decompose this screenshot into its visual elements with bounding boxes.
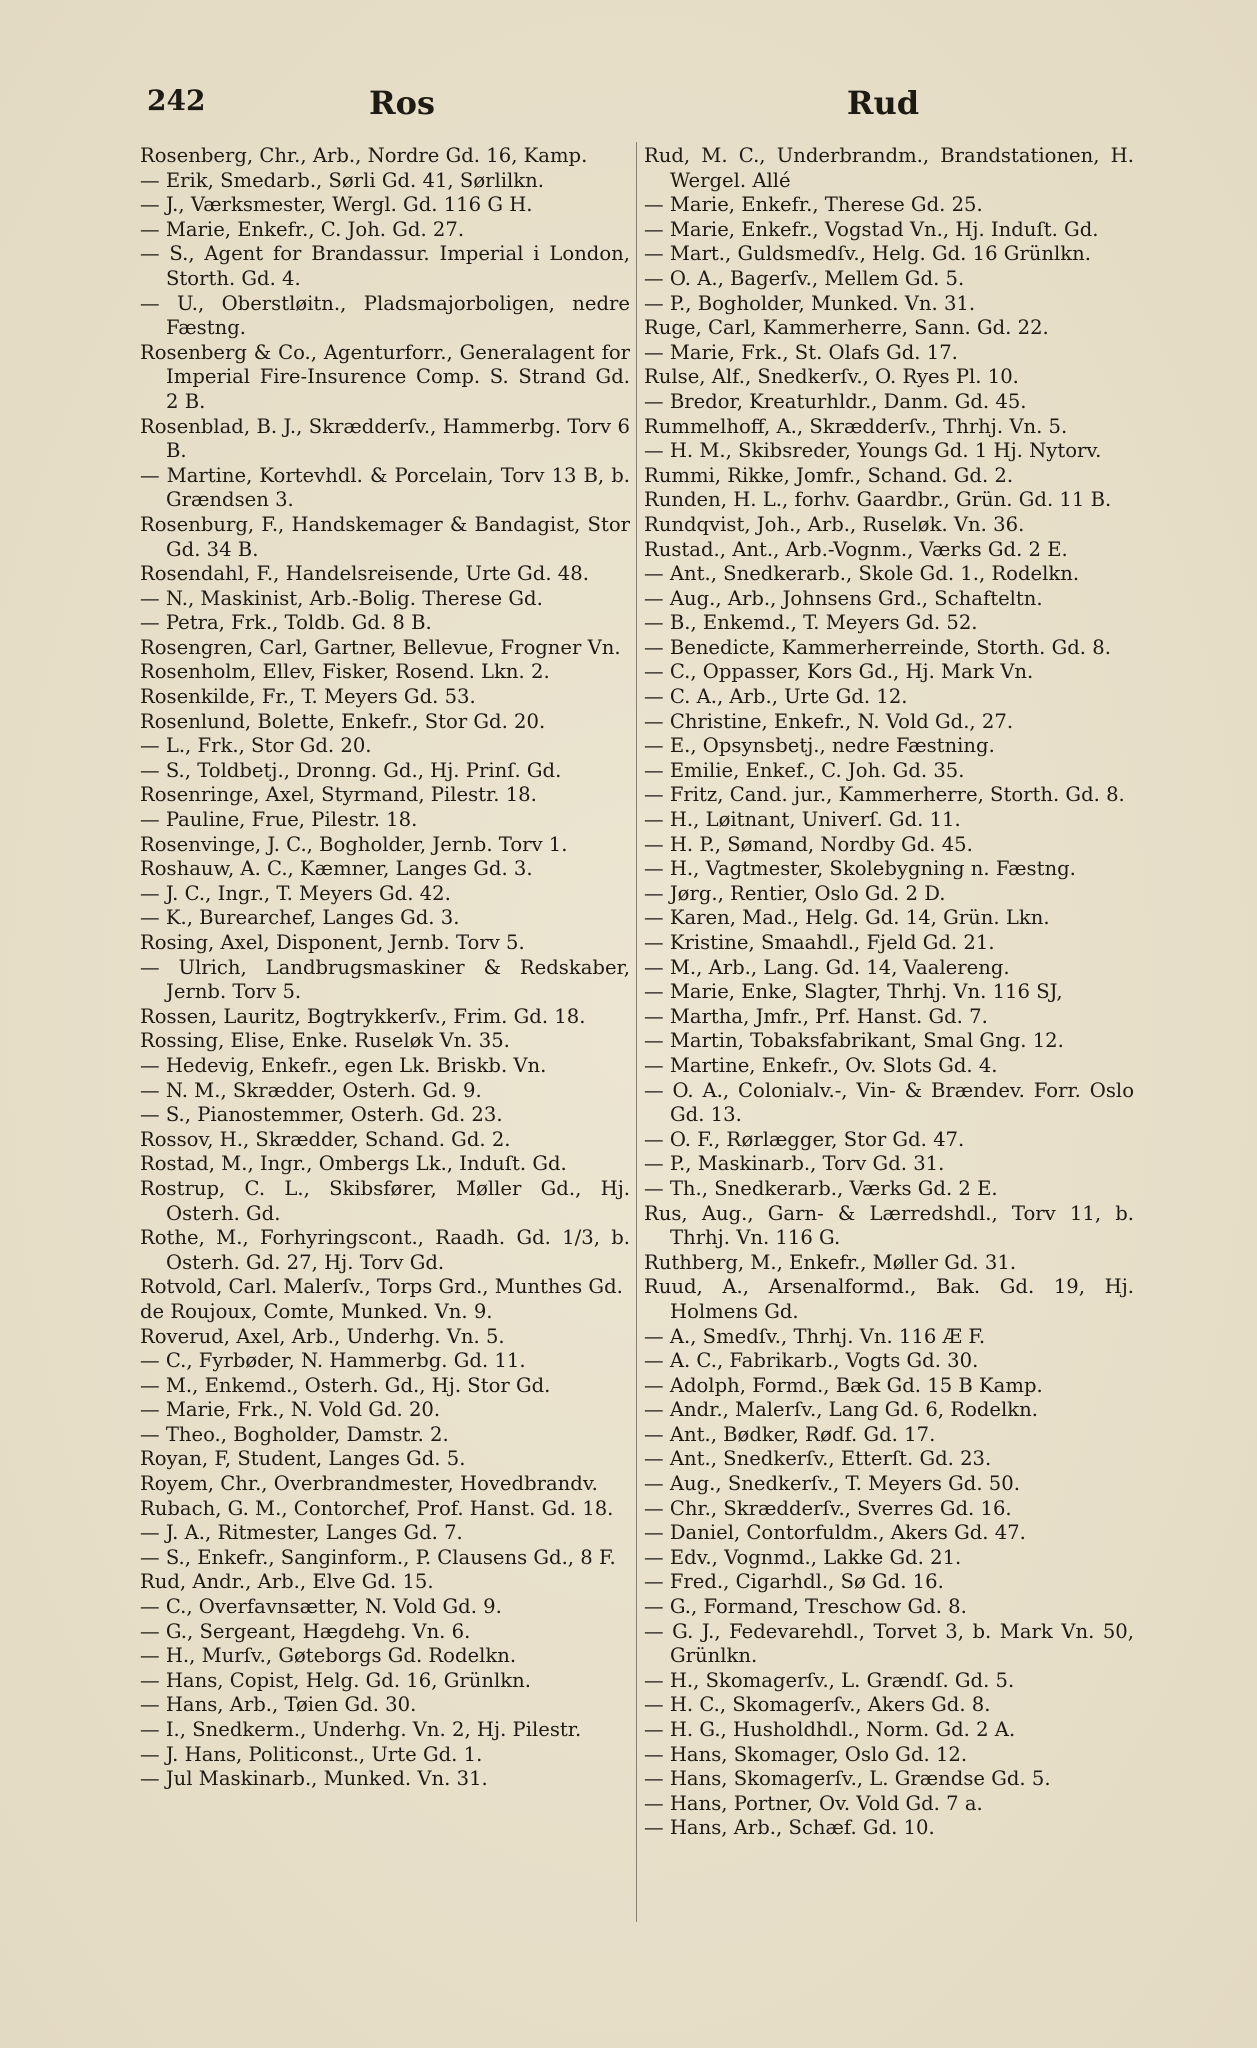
directory-entry: — H. M., Skibsreder, Youngs Gd. 1 Hj. Nytorv.	[644, 439, 1102, 463]
directory-entry: Rustad., Ant., Arb.-Vognm., Værks Gd. 2 E.	[644, 537, 1068, 561]
directory-entry: Rubach, G. M., Contorchef, Prof. Hanst. Gd. 18.	[140, 1496, 614, 1520]
directory-entry: — S., Toldbetj., Dronng. Gd., Hj. Prinſ. Gd.	[140, 758, 562, 782]
directory-entry: — H. C., Skomagerſv., Akers Gd. 8.	[644, 1693, 991, 1717]
directory-entry: Rosenringe, Axel, Styrmand, Pilestr. 18.	[140, 783, 537, 807]
directory-entry: Ruthberg, M., Enkefr., Møller Gd. 31.	[644, 1250, 1017, 1274]
directory-entry: — Aug., Arb., Johnsens Grd., Schafteltn.	[644, 586, 1043, 610]
directory-entry: — M., Enkemd., Osterh. Gd., Hj. Stor Gd.	[140, 1373, 551, 1397]
directory-entry: — Aug., Snedkerſv., T. Meyers Gd. 50.	[644, 1472, 1020, 1496]
directory-entry: — Pauline, Frue, Pilestr. 18.	[140, 808, 418, 832]
directory-entry: Rosenburg, F., Handskemager & Bandagist, Stor Gd. 34 B.	[140, 512, 630, 561]
directory-entry: — L., Frk., Stor Gd. 20.	[140, 734, 372, 758]
directory-entry: — O. A., Colonialv.-, Vin- & Brændev. Forr. Oslo Gd. 13.	[644, 1078, 1134, 1127]
directory-entry: — Edv., Vognmd., Lakke Gd. 21.	[644, 1545, 962, 1569]
directory-entry: — Adolph, Formd., Bæk Gd. 15 B Kamp.	[644, 1373, 1043, 1397]
directory-entry: — M., Arb., Lang. Gd. 14, Vaalereng.	[644, 955, 1010, 979]
directory-entry: — N. M., Skrædder, Osterh. Gd. 9.	[140, 1078, 482, 1102]
directory-entry: Rulse, Alf., Snedkerſv., O. Ryes Pl. 10.	[644, 365, 1019, 389]
directory-entry: — Petra, Frk., Toldb. Gd. 8 B.	[140, 611, 432, 635]
directory-entry: Rud, Andr., Arb., Elve Gd. 15.	[140, 1570, 434, 1594]
directory-entry: Ruge, Carl, Kammerherre, Sann. Gd. 22.	[644, 316, 1049, 340]
directory-entry: — Daniel, Contorfuldm., Akers Gd. 47.	[644, 1521, 1026, 1545]
directory-entry: — Fritz, Cand. jur., Kammerherre, Storth. Gd. 8.	[644, 783, 1125, 807]
directory-entry: — P., Bogholder, Munked. Vn. 31.	[644, 291, 976, 315]
directory-entry: — Kristine, Smaahdl., Fjeld Gd. 21.	[644, 931, 995, 954]
directory-entry: — I., Snedkerm., Underhg. Vn. 2, Hj. Pilestr.	[140, 1718, 582, 1741]
directory-entry: — Emilie, Enkef., C. Joh. Gd. 35.	[644, 758, 965, 782]
directory-entry: Runden, H. L., forhv. Gaardbr., Grün. Gd. 11 B.	[644, 488, 1112, 512]
right-guide-word: Rud	[846, 84, 920, 122]
directory-entry: Rosenkilde, Fr., T. Meyers Gd. 53.	[140, 685, 476, 709]
directory-entry: Rothe, M., Forhyringscont., Raadh. Gd. 1/3, b. Osterh. Gd. 27, Hj. Torv Gd.	[140, 1226, 630, 1274]
directory-entry: — Bredor, Kreaturhldr., Danm. Gd. 45.	[644, 389, 1027, 413]
directory-entry: Ruud, A., Arsenalformd., Bak. Gd. 19, Hj. Holmens Gd.	[644, 1275, 1134, 1323]
directory-entry: — Andr., Malerſv., Lang Gd. 6, Rodelkn.	[644, 1398, 1039, 1422]
directory-entry: — Martha, Jmfr., Prf. Hanst. Gd. 7.	[644, 1004, 988, 1028]
directory-entry: — A. C., Fabrikarb., Vogts Gd. 30.	[644, 1349, 979, 1373]
directory-entry: — H., Vagtmester, Skolebygning n. Fæstng.	[644, 857, 1076, 881]
directory-entry: — H. G., Husholdhdl., Norm. Gd. 2 A.	[644, 1718, 1016, 1741]
directory-entry: — C. A., Arb., Urte Gd. 12.	[644, 685, 908, 709]
directory-entry: — Jørg., Rentier, Oslo Gd. 2 D.	[644, 881, 946, 905]
directory-entry: — J. A., Ritmester, Langes Gd. 7.	[140, 1521, 463, 1545]
directory-entry: — Hans, Arb., Tøien Gd. 30.	[140, 1693, 417, 1717]
directory-entry: — Theo., Bogholder, Damstr. 2.	[140, 1422, 449, 1446]
directory-entry: — Jul Maskinarb., Munked. Vn. 31.	[140, 1767, 488, 1791]
directory-entry: — H. P., Sømand, Nordby Gd. 45.	[644, 832, 973, 856]
directory-entry: de Roujoux, Comte, Munked. Vn. 9.	[140, 1299, 493, 1323]
directory-entry: — C., Overfavnsætter, N. Vold Gd. 9.	[140, 1595, 502, 1619]
directory-entry: Rosenberg & Co., Agenturforr., Generalagent for Imperial Fire-Insurence Comp. S. Strand Gd. 2 B.	[140, 340, 630, 413]
directory-entry: — G. J., Fedevarehdl., Torvet 3, b. Mark Vn. 50, Grünlkn.	[644, 1619, 1134, 1668]
directory-entry: Rosengren, Carl, Gartner, Bellevue, Frogner Vn.	[140, 635, 621, 659]
directory-entry: — Fred., Cigarhdl., Sø Gd. 16.	[644, 1570, 944, 1594]
directory-entry: — G., Sergeant, Hægdehg. Vn. 6.	[140, 1619, 471, 1643]
directory-entry: Rosenblad, B. J., Skrædderſv., Hammerbg. Torv 6 B.	[140, 414, 630, 463]
directory-entry: Rundqvist, Joh., Arb., Ruseløk. Vn. 36.	[644, 512, 1025, 536]
directory-entry: Rossov, H., Skrædder, Schand. Gd. 2.	[140, 1127, 511, 1151]
directory-entry: Rosendahl, F., Handelsreisende, Urte Gd. 48.	[140, 562, 589, 586]
directory-entry: — C., Oppasser, Kors Gd., Hj. Mark Vn.	[644, 660, 1034, 684]
directory-entry: Royem, Chr., Overbrandmester, Hovedbrandv.	[140, 1472, 598, 1496]
directory-entry: — Christine, Enkefr., N. Vold Gd., 27.	[644, 709, 1014, 733]
directory-entry: — Ant., Snedkerſv., Etterſt. Gd. 23.	[644, 1447, 992, 1471]
directory-entry: — S., Enkefr., Sanginform., P. Clausens Gd., 8 F.	[140, 1545, 616, 1569]
directory-entry: — Marie, Enkefr., C. Joh. Gd. 27.	[140, 217, 465, 241]
directory-entry: — J. C., Ingr., T. Meyers Gd. 42.	[140, 881, 451, 905]
directory-entry: — Martine, Enkefr., Ov. Slots Gd. 4.	[644, 1053, 998, 1077]
directory-entry: — Marie, Enkefr., Therese Gd. 25.	[644, 193, 983, 217]
directory-entry: Rummelhoff, A., Skrædderſv., Thrhj. Vn. 5.	[644, 414, 1068, 438]
directory-entry: — N., Maskinist, Arb.-Bolig. Therese Gd.	[140, 586, 543, 610]
directory-entry: — Ulrich, Landbrugsmaskiner & Redskaber, Jernb. Torv 5.	[140, 955, 630, 1004]
directory-entry: — Hans, Arb., Schæf. Gd. 10.	[644, 1816, 935, 1840]
directory-entry: Rud, M. C., Underbrandm., Brandstationen, H. Wergel. Allé	[644, 144, 1134, 192]
directory-entry: Roshauw, A. C., Kæmner, Langes Gd. 3.	[140, 857, 533, 881]
page-number: 242	[147, 84, 206, 117]
directory-entry: — G., Formand, Treschow Gd. 8.	[644, 1595, 967, 1619]
directory-entry: — Hans, Skomager, Oslo Gd. 12.	[644, 1742, 968, 1766]
directory-entry: Rosenholm, Ellev, Fisker, Rosend. Lkn. 2.	[140, 660, 550, 684]
directory-entry: Roverud, Axel, Arb., Underhg. Vn. 5.	[140, 1324, 505, 1348]
directory-entry: — Chr., Skrædderſv., Sverres Gd. 16.	[644, 1496, 1012, 1520]
directory-entry: — Benedicte, Kammerherreinde, Storth. Gd. 8.	[644, 635, 1111, 659]
directory-entry: — Hans, Portner, Ov. Vold Gd. 7 a.	[644, 1791, 983, 1815]
directory-entry: Rotvold, Carl. Malerſv., Torps Grd., Munthes Gd.	[140, 1275, 623, 1299]
directory-entry: — O. F., Rørlægger, Stor Gd. 47.	[644, 1127, 965, 1151]
directory-entry: — Marie, Enke, Slagter, Thrhj. Vn. 116 SJ,	[644, 980, 1063, 1004]
directory-entry: — Hans, Skomagerſv., L. Grændse Gd. 5.	[644, 1767, 1051, 1791]
directory-entry: — B., Enkemd., T. Meyers Gd. 52.	[644, 611, 978, 635]
directory-entry: — P., Maskinarb., Torv Gd. 31.	[644, 1152, 945, 1176]
directory-entry: — Martin, Tobaksfabrikant, Smal Gng. 12.	[644, 1029, 1064, 1053]
directory-entry: — O. A., Bagerſv., Mellem Gd. 5.	[644, 266, 965, 290]
directory-entry: — A., Smedſv., Thrhj. Vn. 116 Æ F.	[644, 1324, 986, 1348]
column-divider	[636, 142, 637, 1922]
directory-entry: Rus, Aug., Garn- & Lærredshdl., Torv 11, b. Thrhj. Vn. 116 G.	[644, 1201, 1134, 1250]
directory-entry: Rosenlund, Bolette, Enkefr., Stor Gd. 20.	[140, 709, 546, 733]
directory-entry: — S., Agent for Brandassur. Imperial i London, Storth. Gd. 4.	[140, 242, 630, 290]
directory-entry: — Marie, Frk., N. Vold Gd. 20.	[140, 1398, 441, 1422]
directory-entry: — E., Opsynsbetj., nedre Fæstning.	[644, 734, 995, 758]
directory-entry: — Marie, Frk., St. Olafs Gd. 17.	[644, 340, 958, 364]
right-column	[644, 144, 1134, 1841]
directory-entry: — Ant., Snedkerarb., Skole Gd. 1., Rodelkn.	[644, 562, 1080, 586]
directory-entry: — Th., Snedkerarb., Værks Gd. 2 E.	[644, 1176, 998, 1200]
directory-entry: — Hedevig, Enkefr., egen Lk. Briskb. Vn.	[140, 1053, 547, 1077]
directory-entry: Rosenvinge, J. C., Bogholder, Jernb. Torv 1.	[140, 832, 568, 856]
directory-entry: — Marie, Enkefr., Vogstad Vn., Hj. Induſt. Gd.	[644, 217, 1099, 241]
directory-entry: Rossen, Lauritz, Bogtrykkerſv., Frim. Gd. 18.	[140, 1004, 586, 1028]
directory-entry: — K., Burearchef, Langes Gd. 3.	[140, 906, 460, 930]
directory-entry: — Ant., Bødker, Rødf. Gd. 17.	[644, 1422, 936, 1446]
directory-entry: Rostrup, C. L., Skibsfører, Møller Gd., Hj. Osterh. Gd.	[140, 1176, 630, 1225]
directory-entry: — Karen, Mad., Helg. Gd. 14, Grün. Lkn.	[644, 906, 1050, 930]
directory-entry: — Mart., Guldsmedſv., Helg. Gd. 16 Grünlkn.	[644, 242, 1092, 266]
directory-entry: Rummi, Rikke, Jomfr., Schand. Gd. 2.	[644, 463, 1014, 487]
directory-entry: — Martine, Kortevhdl. & Porcelain, Torv 13 B, b. Grændsen 3.	[140, 463, 630, 512]
directory-entry: — H., Løitnant, Univerſ. Gd. 11.	[644, 808, 961, 832]
directory-entry: — Erik, Smedarb., Sørli Gd. 41, Sørlilkn.	[140, 168, 544, 192]
directory-entry: — J. Hans, Politiconst., Urte Gd. 1.	[140, 1742, 483, 1766]
directory-entry: Rostad, M., Ingr., Ombergs Lk., Induſt. Gd.	[140, 1152, 567, 1176]
directory-entry: — J., Værksmester, Wergl. Gd. 116 G H.	[140, 193, 533, 217]
directory-entry: — H., Skomagerſv., L. Grændſ. Gd. 5.	[644, 1668, 1015, 1692]
directory-entry: Rosing, Axel, Disponent, Jernb. Torv 5.	[140, 931, 525, 954]
directory-entry: — S., Pianostemmer, Osterh. Gd. 23.	[140, 1103, 503, 1127]
directory-entry: Rossing, Elise, Enke. Ruseløk Vn. 35.	[140, 1029, 510, 1053]
directory-entry: — Hans, Copist, Helg. Gd. 16, Grünlkn.	[140, 1668, 531, 1692]
left-column	[140, 144, 630, 1792]
directory-entry: Royan, F, Student, Langes Gd. 5.	[140, 1447, 466, 1471]
left-guide-word: Ros	[369, 84, 435, 122]
directory-entry: — U., Oberstløitn., Pladsmajorboligen, nedre Fæstng.	[140, 291, 630, 340]
directory-entry: — H., Murſv., Gøteborgs Gd. Rodelkn.	[140, 1644, 517, 1668]
directory-entry: Rosenberg, Chr., Arb., Nordre Gd. 16, Kamp.	[140, 144, 588, 167]
directory-entry: — C., Fyrbøder, N. Hammerbg. Gd. 11.	[140, 1349, 526, 1373]
